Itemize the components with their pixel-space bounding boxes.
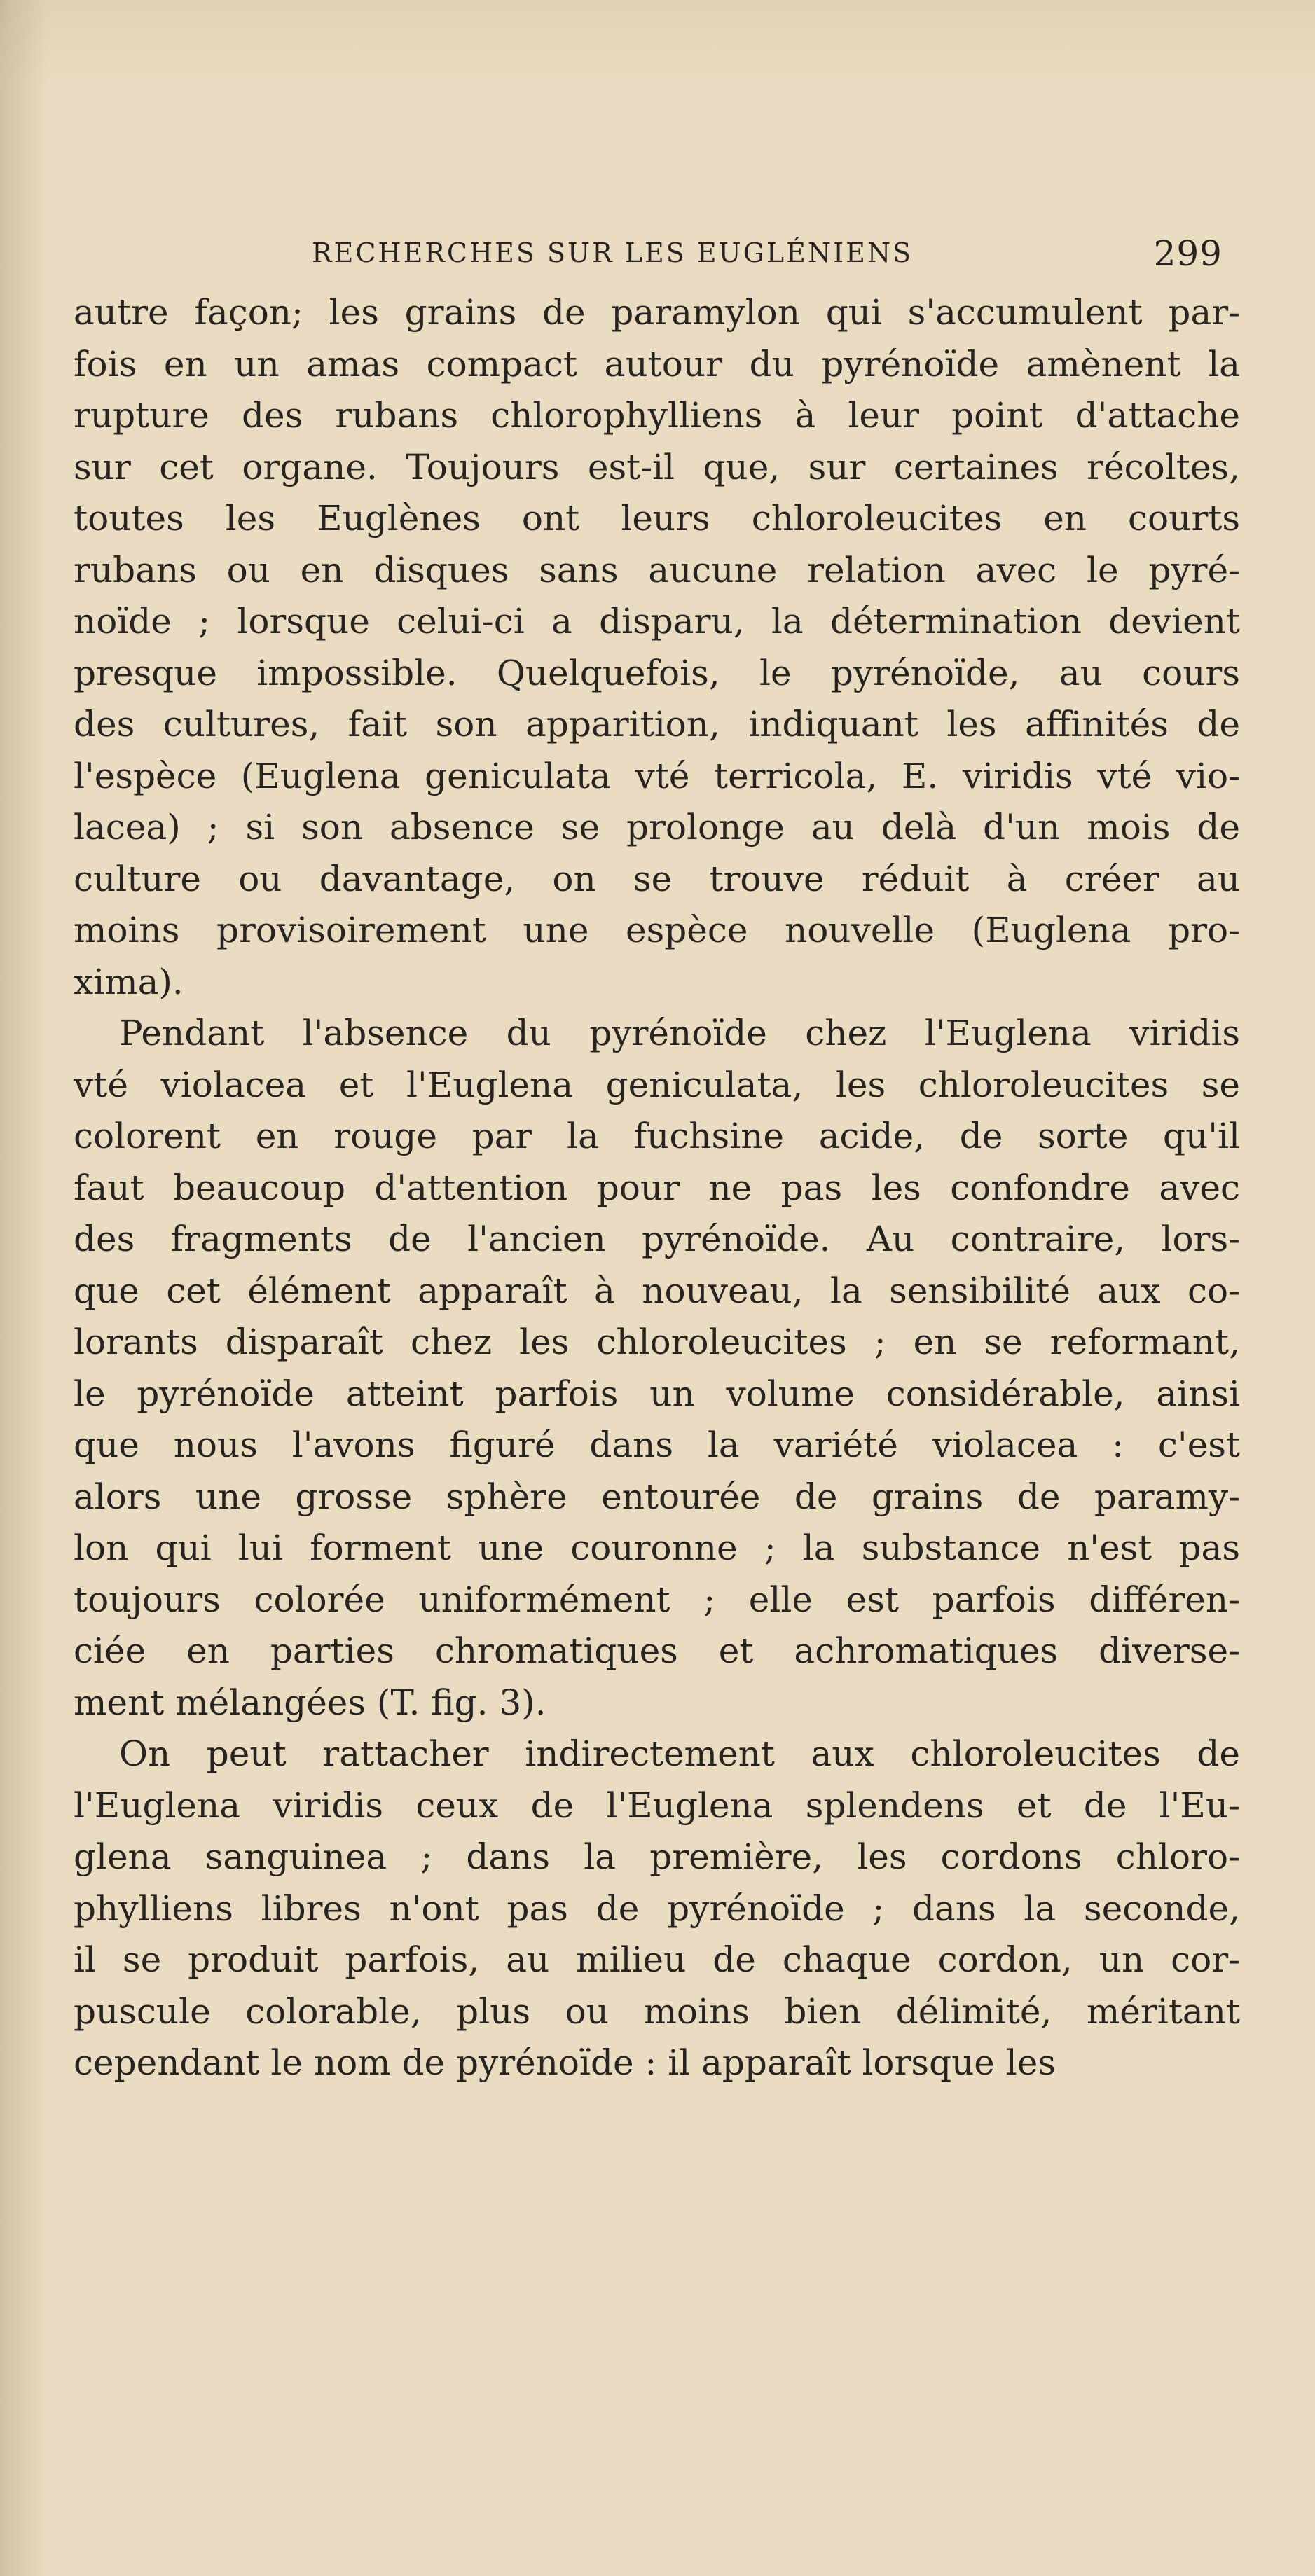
text-line: rubans ou en disques sans aucune relation avec le pyré-: [74, 549, 1240, 590]
text-line: Pendant l'absence du pyrénoïde chez l'Euglena viridis: [119, 1013, 1240, 1053]
text-line: que cet élément apparaît à nouveau, la sensibilité aux co-: [74, 1270, 1240, 1311]
text-line: sur cet organe. Toujours est-il que, sur certaines récoltes,: [74, 446, 1240, 487]
text-line: culture ou davantage, on se trouve réduit à créer au: [74, 858, 1240, 899]
text-line: lorants disparaît chez les chloroleucites ; en se reformant,: [74, 1322, 1240, 1362]
text-line: phylliens libres n'ont pas de pyrénoïde ; dans la seconde,: [74, 1888, 1240, 1929]
text-line: cependant le nom de pyrénoïde : il apparaît lorsque les: [74, 2042, 1056, 2083]
running-head: [74, 233, 1223, 275]
text-line: le pyrénoïde atteint parfois un volume considérable, ainsi: [74, 1373, 1240, 1414]
text-line: rupture des rubans chlorophylliens à leur point d'attache: [74, 395, 1240, 436]
text-line: des fragments de l'ancien pyrénoïde. Au contraire, lors-: [74, 1219, 1240, 1259]
text-line: glena sanguinea ; dans la première, les cordons chloro-: [74, 1836, 1240, 1877]
text-line: vté violacea et l'Euglena geniculata, les chloroleucites se: [74, 1064, 1240, 1105]
running-title: RECHERCHES SUR LES EUGLÉNIENS: [312, 237, 914, 268]
text-line: autre façon; les grains de paramylon qui s'accumulent par-: [74, 292, 1240, 333]
text-line: colorent en rouge par la fuchsine acide, de sorte qu'il: [74, 1116, 1240, 1156]
text-line: il se produit parfois, au milieu de chaque cordon, un cor-: [74, 1939, 1240, 1980]
text-line: xima).: [74, 961, 184, 1002]
text-line: alors une grosse sphère entourée de grains de paramy-: [74, 1476, 1240, 1517]
text-line: toujours colorée uniformément ; elle est parfois différen-: [74, 1579, 1240, 1620]
text-line: moins provisoirement une espèce nouvelle (Euglena pro-: [74, 910, 1240, 950]
text-line: l'espèce (Euglena geniculata vté terricola, E. viridis vté vio-: [74, 755, 1240, 796]
text-line: des cultures, fait son apparition, indiquant les affinités de: [74, 704, 1240, 745]
text-line: puscule colorable, plus ou moins bien délimité, méritant: [74, 1990, 1240, 2032]
text-line: que nous l'avons figuré dans la variété violacea : c'est: [74, 1425, 1240, 1465]
text-line: fois en un amas compact autour du pyrénoïde amènent la: [74, 343, 1240, 385]
text-line: On peut rattacher indirectement aux chloroleucites de: [119, 1733, 1240, 1774]
body-text: [74, 287, 1240, 2089]
text-line: ment mélangées (T. fig. 3).: [74, 1682, 546, 1723]
text-line: faut beaucoup d'attention pour ne pas les confondre avec: [74, 1167, 1240, 1208]
text-line: toutes les Euglènes ont leurs chloroleucites en courts: [74, 498, 1240, 539]
text-line: lon qui lui forment une couronne ; la substance n'est pas: [74, 1528, 1240, 1568]
text-line: presque impossible. Quelquefois, le pyrénoïde, au cours: [74, 652, 1240, 693]
text-line: l'Euglena viridis ceux de l'Euglena splendens et de l'Eu-: [74, 1785, 1240, 1826]
text-line: noïde ; lorsque celui-ci a disparu, la détermination devient: [74, 601, 1240, 642]
text-line: lacea) ; si son absence se prolonge au delà d'un mois de: [74, 807, 1240, 847]
page-number: 299: [1153, 233, 1223, 274]
text-line: ciée en parties chromatiques et achromatiques diverse-: [74, 1630, 1240, 1671]
